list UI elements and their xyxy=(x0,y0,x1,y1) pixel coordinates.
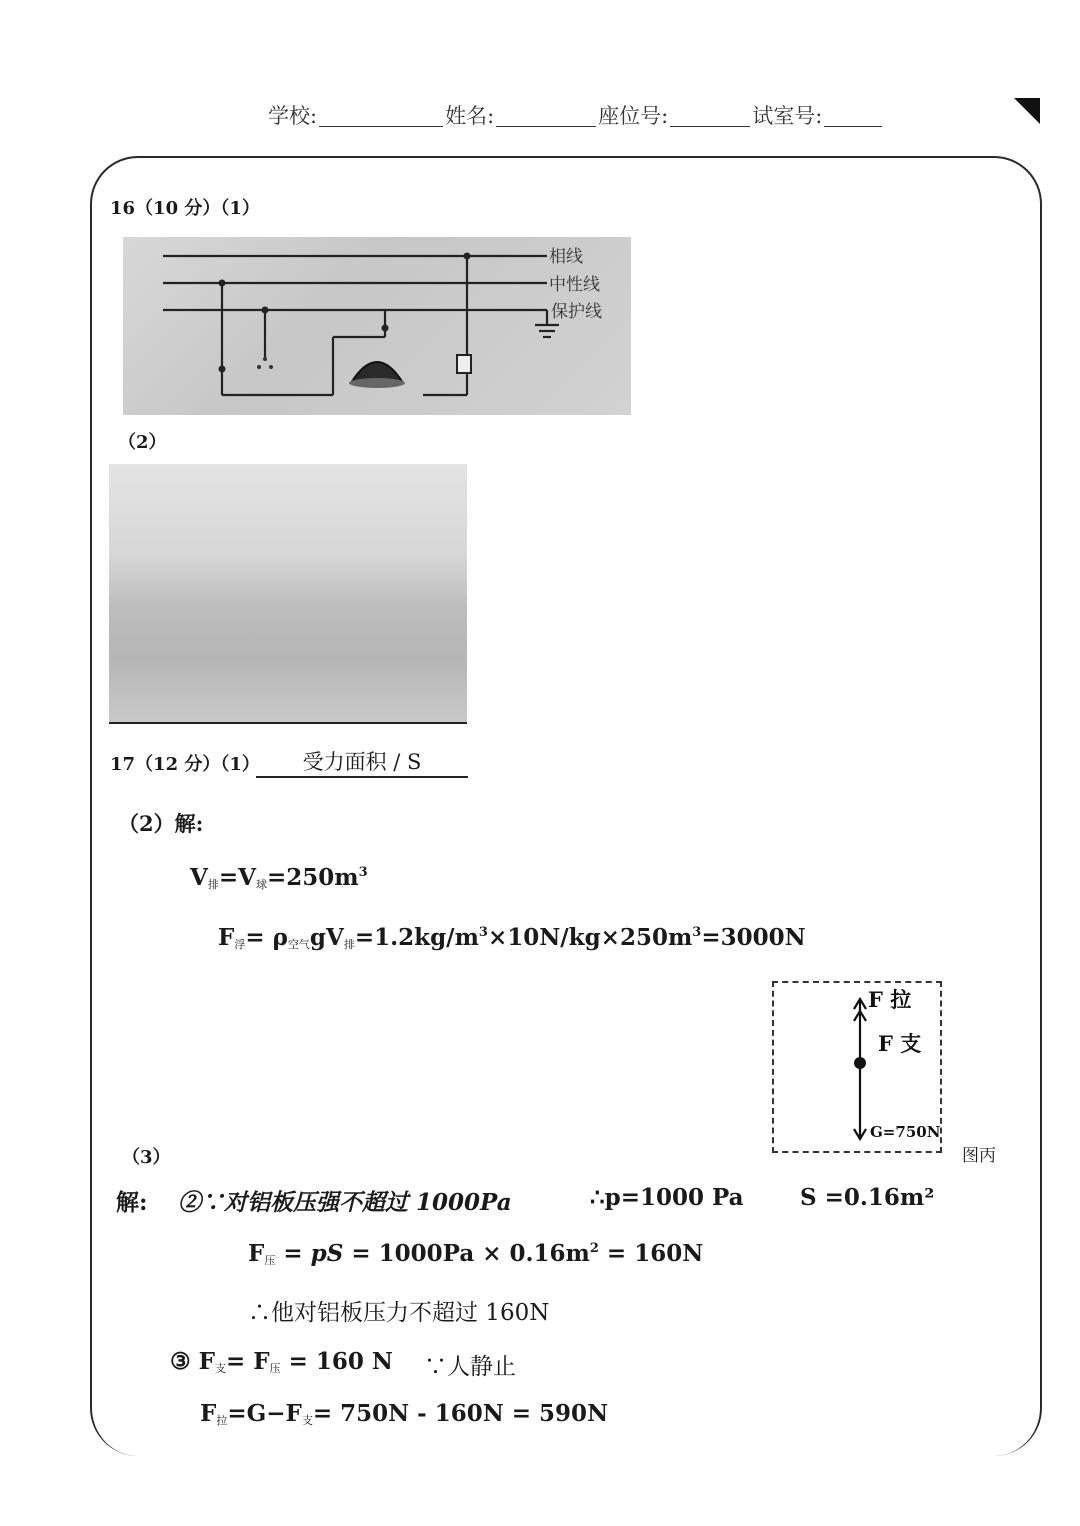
phase-label: 相线 xyxy=(549,247,583,267)
neutral-label: 中性线 xyxy=(549,275,600,295)
figure-caption: 图丙 xyxy=(962,1146,996,1166)
divider xyxy=(109,722,467,724)
blurred-answer-image xyxy=(109,464,467,724)
q17-answer1: 受力面积 / S xyxy=(256,746,468,778)
equation-4: $F_拉=G-F_支= 750N - 160N = 590N$ xyxy=(200,1400,609,1427)
force-svg xyxy=(774,983,940,1151)
q16-label: 16（10 分）（1） xyxy=(110,198,260,219)
school-blank xyxy=(319,106,443,127)
step2-reason: ②∵对铝板压强不超过 1000Pa xyxy=(178,1189,512,1216)
name-label: 姓名: xyxy=(445,104,495,128)
equation-2: $F_浮= \rho_{空气}gV_排=1.2kg/m^3\times 10N/kg\times 250m^3=3000N$ xyxy=(218,924,806,951)
conclusion: ∴他对铝板压力不超过 160N xyxy=(248,1300,550,1326)
step2-area: S =0.16m² xyxy=(800,1184,935,1211)
step2-pressure: ∴p=1000 Pa xyxy=(590,1184,744,1211)
q17-label: 17（12 分）（1） xyxy=(110,754,260,775)
free-body-diagram xyxy=(772,981,942,1153)
circuit-svg xyxy=(123,237,631,415)
seat-label: 座位号: xyxy=(598,104,669,128)
q17-part3-label: （3） xyxy=(122,1147,171,1168)
equation-1: $V_排=V_球=250m^3$ xyxy=(190,864,368,891)
socket-icon xyxy=(257,357,273,369)
solve-label: 解: xyxy=(116,1189,148,1216)
room-blank xyxy=(824,106,882,127)
gravity-label: G=750N xyxy=(870,1123,940,1141)
force-support-label: F 支 xyxy=(878,1031,922,1056)
ground-label: 保护线 xyxy=(551,302,602,322)
circuit-diagram xyxy=(123,237,631,415)
step3-reason: ∵人静止 xyxy=(424,1354,516,1380)
student-info-header xyxy=(268,100,884,130)
q17-part2-label: （2）解: xyxy=(118,811,204,836)
step3: ③ $F_支= F_压 = 160$ N xyxy=(170,1348,393,1375)
school-label: 学校: xyxy=(268,104,318,128)
q16-part2-label: （2） xyxy=(118,432,167,453)
corner-triangle-icon xyxy=(1014,98,1040,124)
seat-blank xyxy=(670,106,750,127)
force-pull-label: F 拉 xyxy=(868,987,912,1012)
name-blank xyxy=(496,106,596,127)
room-label: 试室号: xyxy=(752,104,823,128)
equation-3: $F_压$ = pS = $1000Pa \times 0.16m^2 = 160N$ xyxy=(248,1240,704,1267)
switch-icon xyxy=(457,355,471,373)
